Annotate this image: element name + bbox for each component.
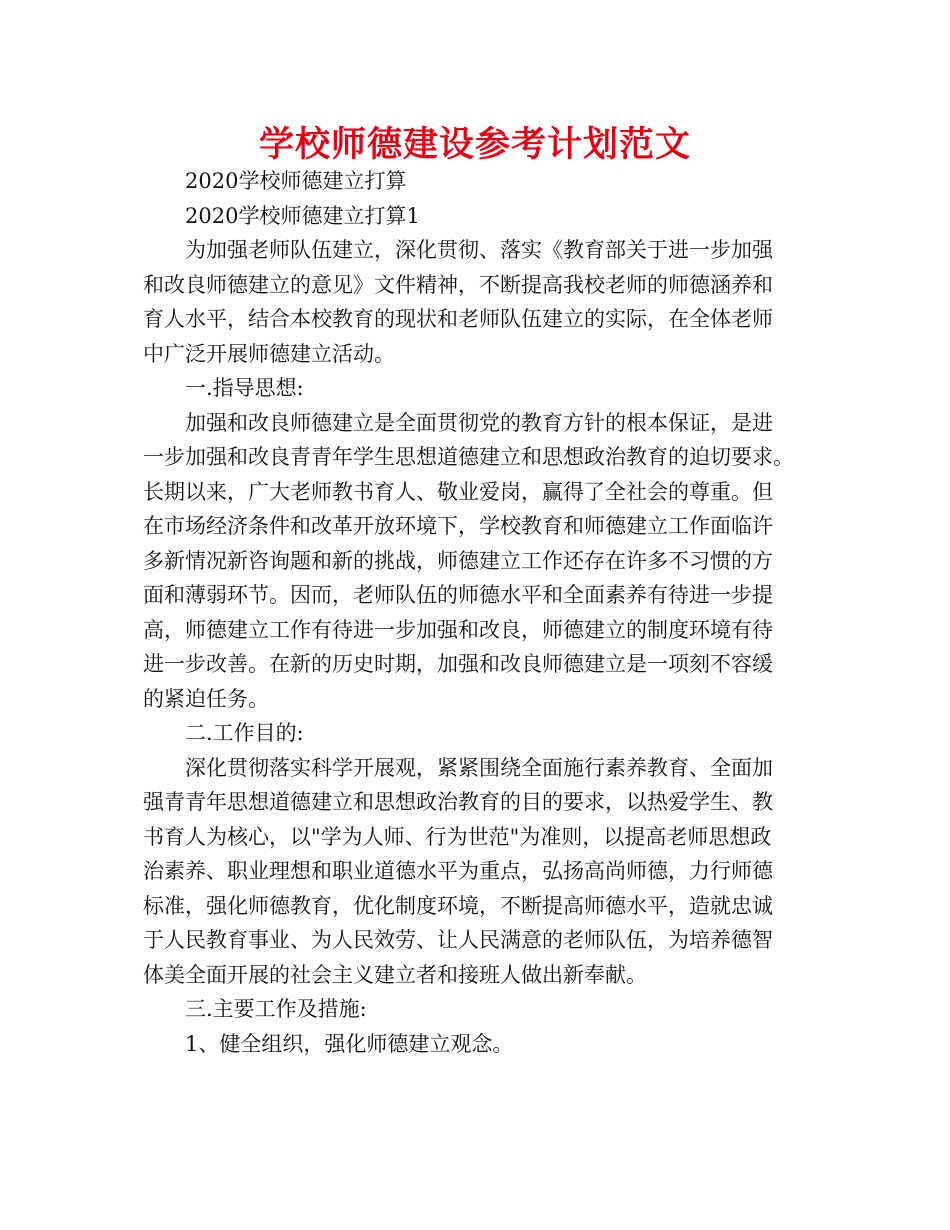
text-line: 在市场经济条件和改革开放环境下，学校教育和师德建立工作面临许 [143,514,773,538]
text-line: 长期以来，广大老师教书育人、敬业爱岗，赢得了全社会的尊重。但 [143,479,773,504]
text-line: 多新情况新咨询题和新的挑战，师德建立工作还存在许多不习惯的方 [143,548,773,573]
text-line: 2020学校师德建立打算1 [185,203,420,228]
document-title: 学校师德建设参考计划范文 [258,125,691,165]
text-line: 中广泛开展师德建立活动。 [143,341,395,366]
text-line: 强青青年思想道德建立和思想政治教育的目的要求，以热爱学生、教 [143,790,773,814]
text-line: 2020学校师德建立打算 [185,169,407,193]
text-line: 深化贯彻落实科学开展观，紧紧围绕全面施行素养教育、全面加 [185,755,773,780]
text-line: 面和薄弱环节。因而，老师队伍的师德水平和全面素养有待进一步提 [143,583,773,607]
text-line: 于人民教育事业、为人民效劳、让人民满意的老师队伍，为培养德智 [143,928,773,952]
text-line: 一.指导思想: [185,376,304,400]
text-line: 育人水平，结合本校教育的现状和老师队伍建立的实际，在全体老师 [143,307,773,331]
text-line: 书育人为核心，以"学为人师、行为世范"为准则，以提高老师思想政 [143,824,772,849]
text-line: 加强和改良师德建立是全面贯彻党的教育方针的根本保证，是进 [185,410,773,435]
text-line: 进一步改善。在新的历史时期，加强和改良师德建立是一项刻不容缓 [143,652,773,676]
text-line: 标准，强化师德教育，优化制度环境，不断提高师德水平，造就忠诚 [143,893,773,918]
text-line: 三.主要工作及措施: [185,997,367,1021]
text-line: 一步加强和改良青青年学生思想道德建立和思想政治教育的迫切要求。 [143,445,794,469]
text-line: 1、健全组织，强化师德建立观念。 [185,1031,514,1056]
text-line: 的紧迫任务。 [143,686,269,711]
text-line: 高，师德建立工作有待进一步加强和改良，师德建立的制度环境有待 [143,617,773,642]
text-line: 治素养、职业理想和职业道德水平为重点，弘扬高尚师德，力行师德 [143,859,773,883]
document-body [143,164,815,1061]
text-line: 为加强老师队伍建立，深化贯彻、落实《教育部关于进一步加强 [185,238,773,262]
text-line: 二.工作目的: [185,721,304,745]
text-line: 和改良师德建立的意见》文件精神，不断提高我校老师的师德涵养和 [143,272,773,297]
text-line: 体美全面开展的社会主义建立者和接班人做出新奉献。 [143,962,647,987]
